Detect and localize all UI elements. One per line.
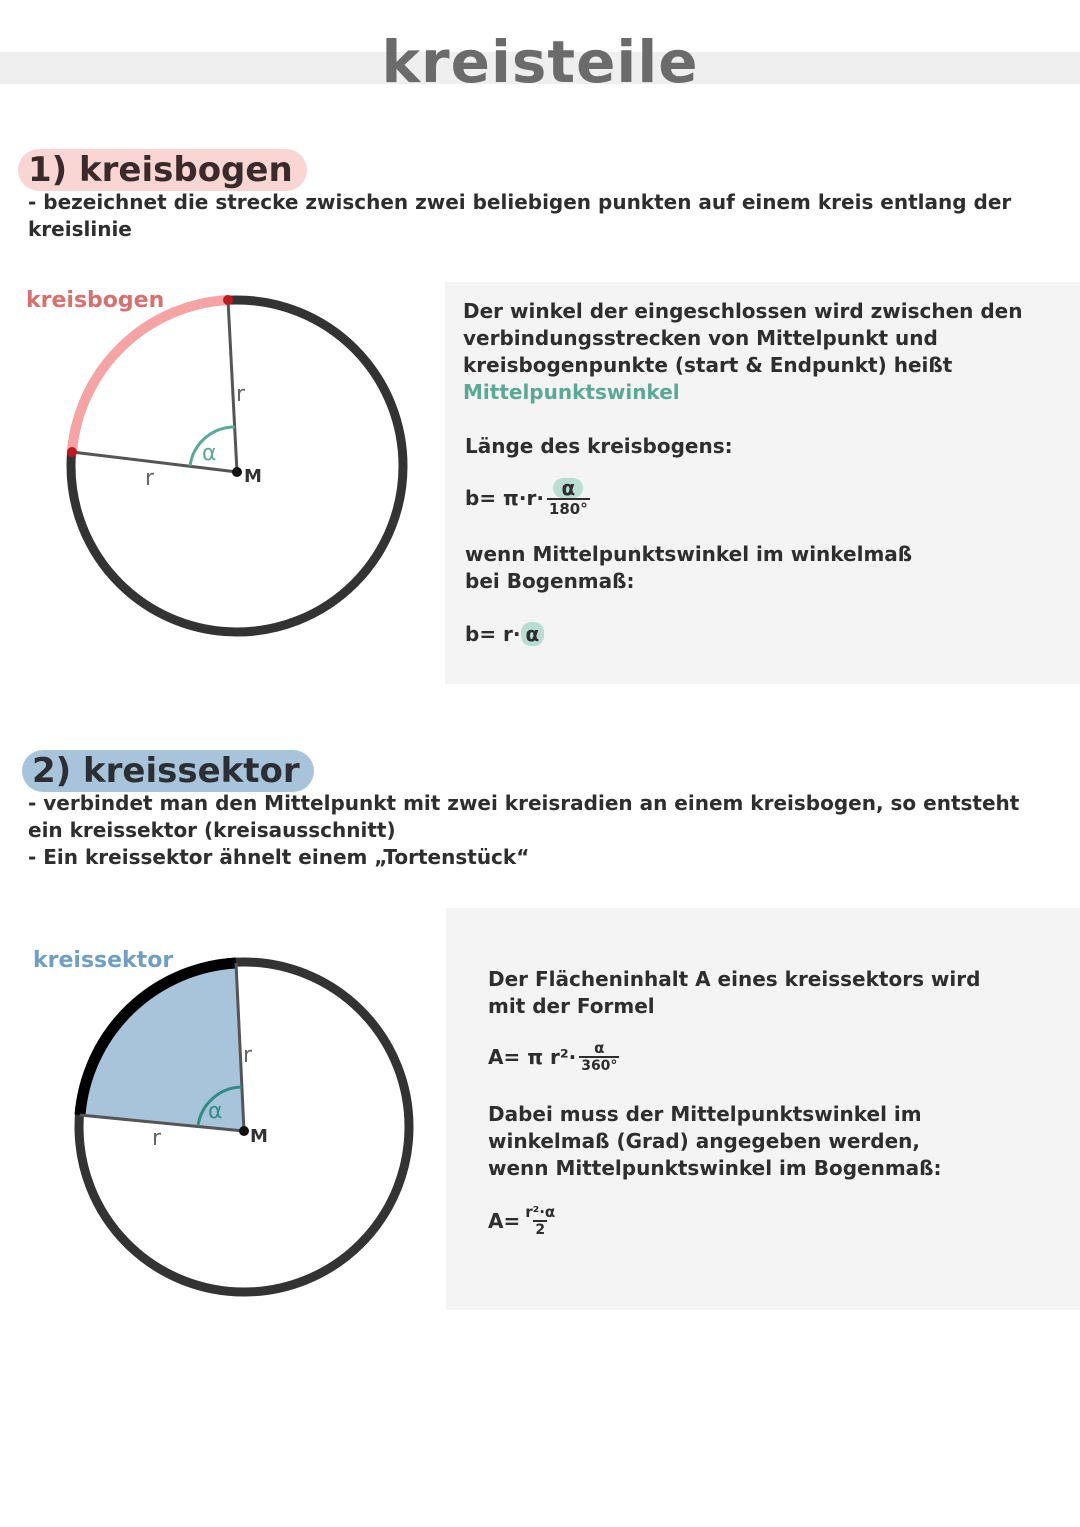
kreissektor-diagram — [40, 940, 440, 1310]
section-heading-kreissektor: 2) kreissektor — [22, 750, 314, 792]
radian-formula-alpha: α — [521, 622, 545, 646]
radius-label-left: r — [145, 466, 155, 491]
radian-area-fraction — [523, 1204, 557, 1238]
panel2-note-line2: winkelmaß (Grad) angegeben werden, — [488, 1129, 920, 1153]
section1-bullet-line2: kreislinie — [28, 217, 132, 241]
area-formula-lhs: A= π r²· — [488, 1045, 577, 1069]
fraction-denominator: 2 — [535, 1222, 546, 1238]
kreisbogen-diagram — [40, 280, 440, 660]
fraction-denominator: 360° — [581, 1058, 618, 1074]
panel2-note-line1: Dabei muss der Mittelpunktswinkel im — [488, 1102, 922, 1126]
fraction-numerator: α — [553, 478, 583, 498]
radian-area-lhs: A= — [488, 1209, 521, 1233]
page-title: kreisteile — [381, 28, 699, 96]
kreissektor-diagram-label: kreissektor — [33, 948, 174, 973]
arc-length-formula — [465, 478, 590, 518]
panel1-para-line2: verbindungsstrecken von Mittelpunkt und — [463, 326, 938, 350]
sector-area-formula — [488, 1040, 619, 1074]
arc-endpoint-left — [67, 447, 77, 457]
panel1-length-label: Länge des kreisbogens: — [465, 434, 733, 458]
section2-bullet-line2: ein kreissektor (kreisausschnitt) — [28, 818, 396, 842]
radius-label-upper: r — [236, 382, 246, 407]
panel1-para-line3: kreisbogenpunkte (start & Endpunkt) heißt — [463, 353, 953, 377]
fraction-numerator: r²·α — [525, 1203, 556, 1221]
arc-length-radian-formula — [465, 622, 544, 646]
sector-area-radian-formula — [488, 1204, 557, 1238]
center-point — [232, 467, 242, 477]
angle-label: α — [208, 1099, 223, 1124]
radian-formula-lhs: b= r· — [465, 622, 521, 646]
panel2-note-line3: wenn Mittelpunktswinkel im Bogenmaß: — [488, 1156, 942, 1180]
arc-length-fraction — [547, 478, 590, 518]
panel2-para-line1: Der Flächeninhalt A eines kreissektors wird — [488, 967, 981, 991]
radius-label-upper: r — [243, 1043, 253, 1068]
section-heading-kreisbogen: 1) kreisbogen — [18, 149, 307, 191]
arc-highlight — [72, 300, 228, 452]
arc-length-formula-lhs: b= π·r· — [465, 486, 544, 510]
arc-endpoint-top — [223, 295, 233, 305]
kreissektor-info-panel — [446, 908, 1080, 1310]
center-label: M — [244, 466, 262, 487]
section2-bullet-line3: - Ein kreissektor ähnelt einem „Tortenstück“ — [28, 845, 530, 869]
panel1-note-line1: wenn Mittelpunktswinkel im winkelmaß — [465, 542, 913, 566]
fraction-numerator: α — [594, 1039, 605, 1057]
center-label: M — [250, 1126, 268, 1147]
panel1-para-line1: Der winkel der eingeschlossen wird zwischen den — [463, 299, 1023, 323]
center-point — [239, 1126, 249, 1136]
panel1-note-line2: bei Bogenmaß: — [465, 569, 635, 593]
angle-label: α — [202, 441, 217, 466]
section1-bullet-line1: - bezeichnet die strecke zwischen zwei beliebigen punkten auf einem kreis entlang der — [28, 190, 1012, 214]
section2-bullet-line1: - verbindet man den Mittelpunkt mit zwei kreisradien an einem kreisbogen, so entsteht — [28, 791, 1020, 815]
panel2-para-line2: mit der Formel — [488, 994, 655, 1018]
radius-label-left: r — [152, 1126, 162, 1151]
panel1-para-term: Mittelpunktswinkel — [463, 380, 680, 404]
fraction-denominator: 180° — [548, 500, 588, 518]
kreisbogen-diagram-label: kreisbogen — [26, 288, 165, 313]
kreisbogen-info-panel — [445, 282, 1080, 684]
area-fraction — [579, 1040, 619, 1074]
